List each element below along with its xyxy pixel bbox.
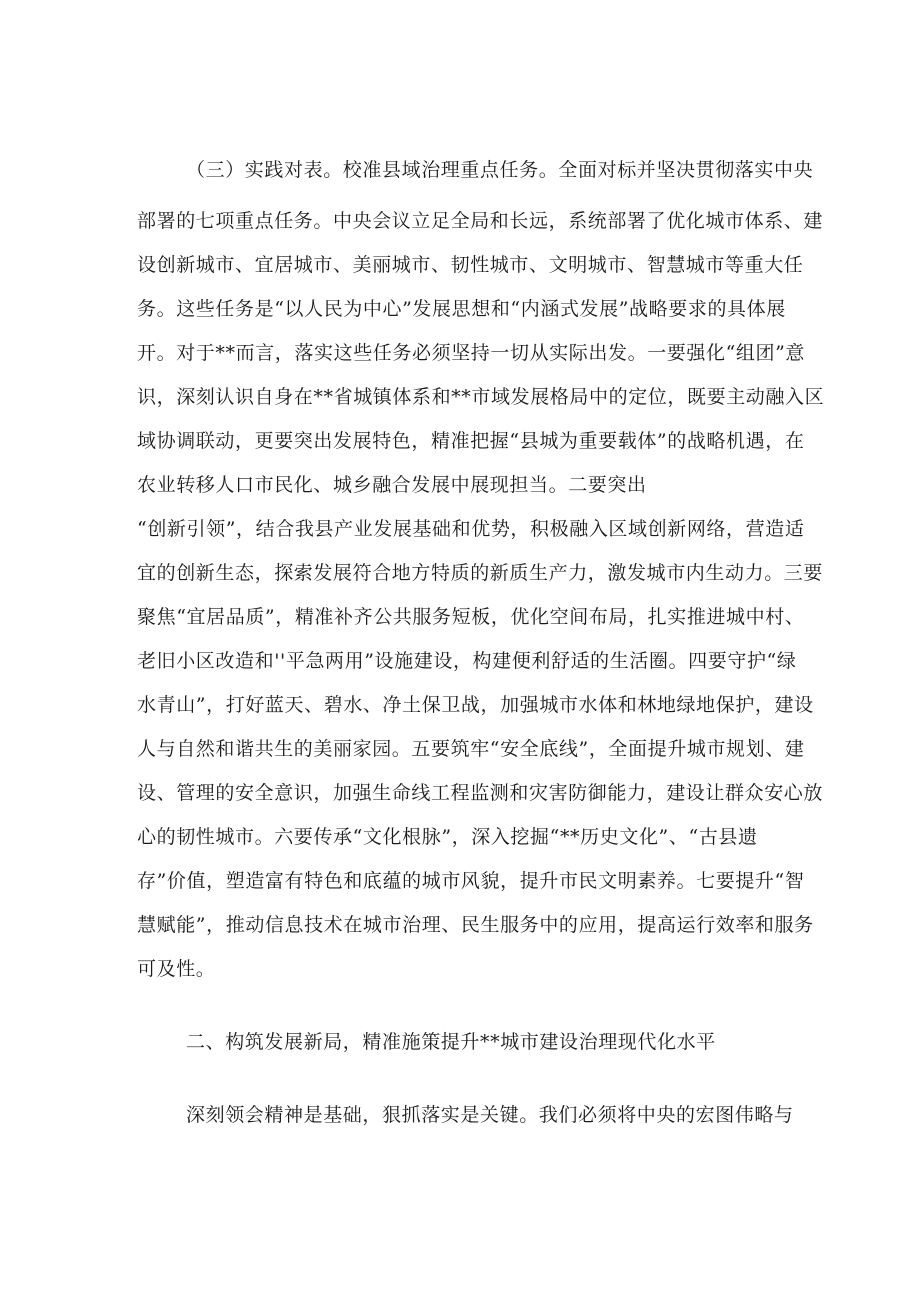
paragraph-3-line-7: 域协调联动，更要突出发展特色，精准把握“县城为重要载体”的战略机遇，在 (137, 430, 805, 452)
paragraph-3-line-19: 可及性。 (137, 958, 216, 980)
paragraph-3-line-11: 聚焦“宜居品质”，精准补齐公共服务短板，优化空间布局，扎实推进城中村、 (137, 606, 805, 628)
paragraph-3-line-17: 存”价值，塑造富有特色和底蕴的城市风貌，提升市民文明素养。七要提升“智 (137, 870, 805, 892)
paragraph-3-line-3: 设创新城市、宜居城市、美丽城市、韧性城市、文明城市、智慧城市等重大任 (137, 254, 804, 276)
paragraph-3-line-15: 设、管理的安全意识，加强生命线工程监测和灾害防御能力，建设让群众安心放 (137, 782, 824, 804)
paragraph-3-line-10: 宜的创新生态，探索发展符合地方特质的新质生产力，激发城市内生动力。三要 (137, 562, 824, 584)
paragraph-3-line-2: 部署的七项重点任务。中央会议立足全局和长远，系统部署了优化城市体系、建 (137, 210, 824, 232)
paragraph-3-line-9: “创新引领”，结合我县产业发展基础和优势，积极融入区域创新网络，营造适 (137, 518, 805, 540)
paragraph-3-line-5: 开。对于**而言，落实这些任务必须坚持一切从实际出发。一要强化“组团”意 (137, 342, 806, 364)
paragraph-next-line-1: 深刻领会精神是基础，狠抓落实是关键。我们必须将中央的宏图伟略与 (186, 1104, 794, 1126)
paragraph-3-line-8: 农业转移人口市民化、城乡融合发展中展现担当。二要突出 (137, 474, 647, 496)
paragraph-3-line-4: 务。这些任务是“以人民为中心”发展思想和“内涵式发展”战略要求的具体展 (137, 298, 786, 320)
paragraph-3-line-14: 人与自然和谐共生的美丽家园。五要筑牢“安全底线”，全面提升城市规划、建 (137, 738, 805, 760)
paragraph-3-line-13: 水青山”，打好蓝天、碧水、净土保卫战，加强城市水体和林地绿地保护，建设 (137, 694, 814, 716)
section-2-heading: 二、构筑发展新局，精准施策提升**城市建设治理现代化水平 (186, 1031, 716, 1053)
paragraph-3-line-1: （三）实践对表。校准县域治理重点任务。全面对标并坚决贯彻落实中央 (186, 159, 814, 181)
paragraph-3-line-16: 心的韧性城市。六要传承“文化根脉”，深入挖掘“**历史文化”、“古县遗 (137, 826, 758, 848)
paragraph-3-line-12: 老旧小区改造和''平急两用”设施建设，构建便利舒适的生活圈。四要守护“绿 (137, 650, 797, 672)
paragraph-3-line-6: 识，深刻认识自身在**省城镇体系和**市域发展格局中的定位，既要主动融入区 (137, 386, 825, 408)
paragraph-3-line-18: 慧赋能”，推动信息技术在城市治理、民生服务中的应用，提高运行效率和服务 (137, 914, 814, 936)
